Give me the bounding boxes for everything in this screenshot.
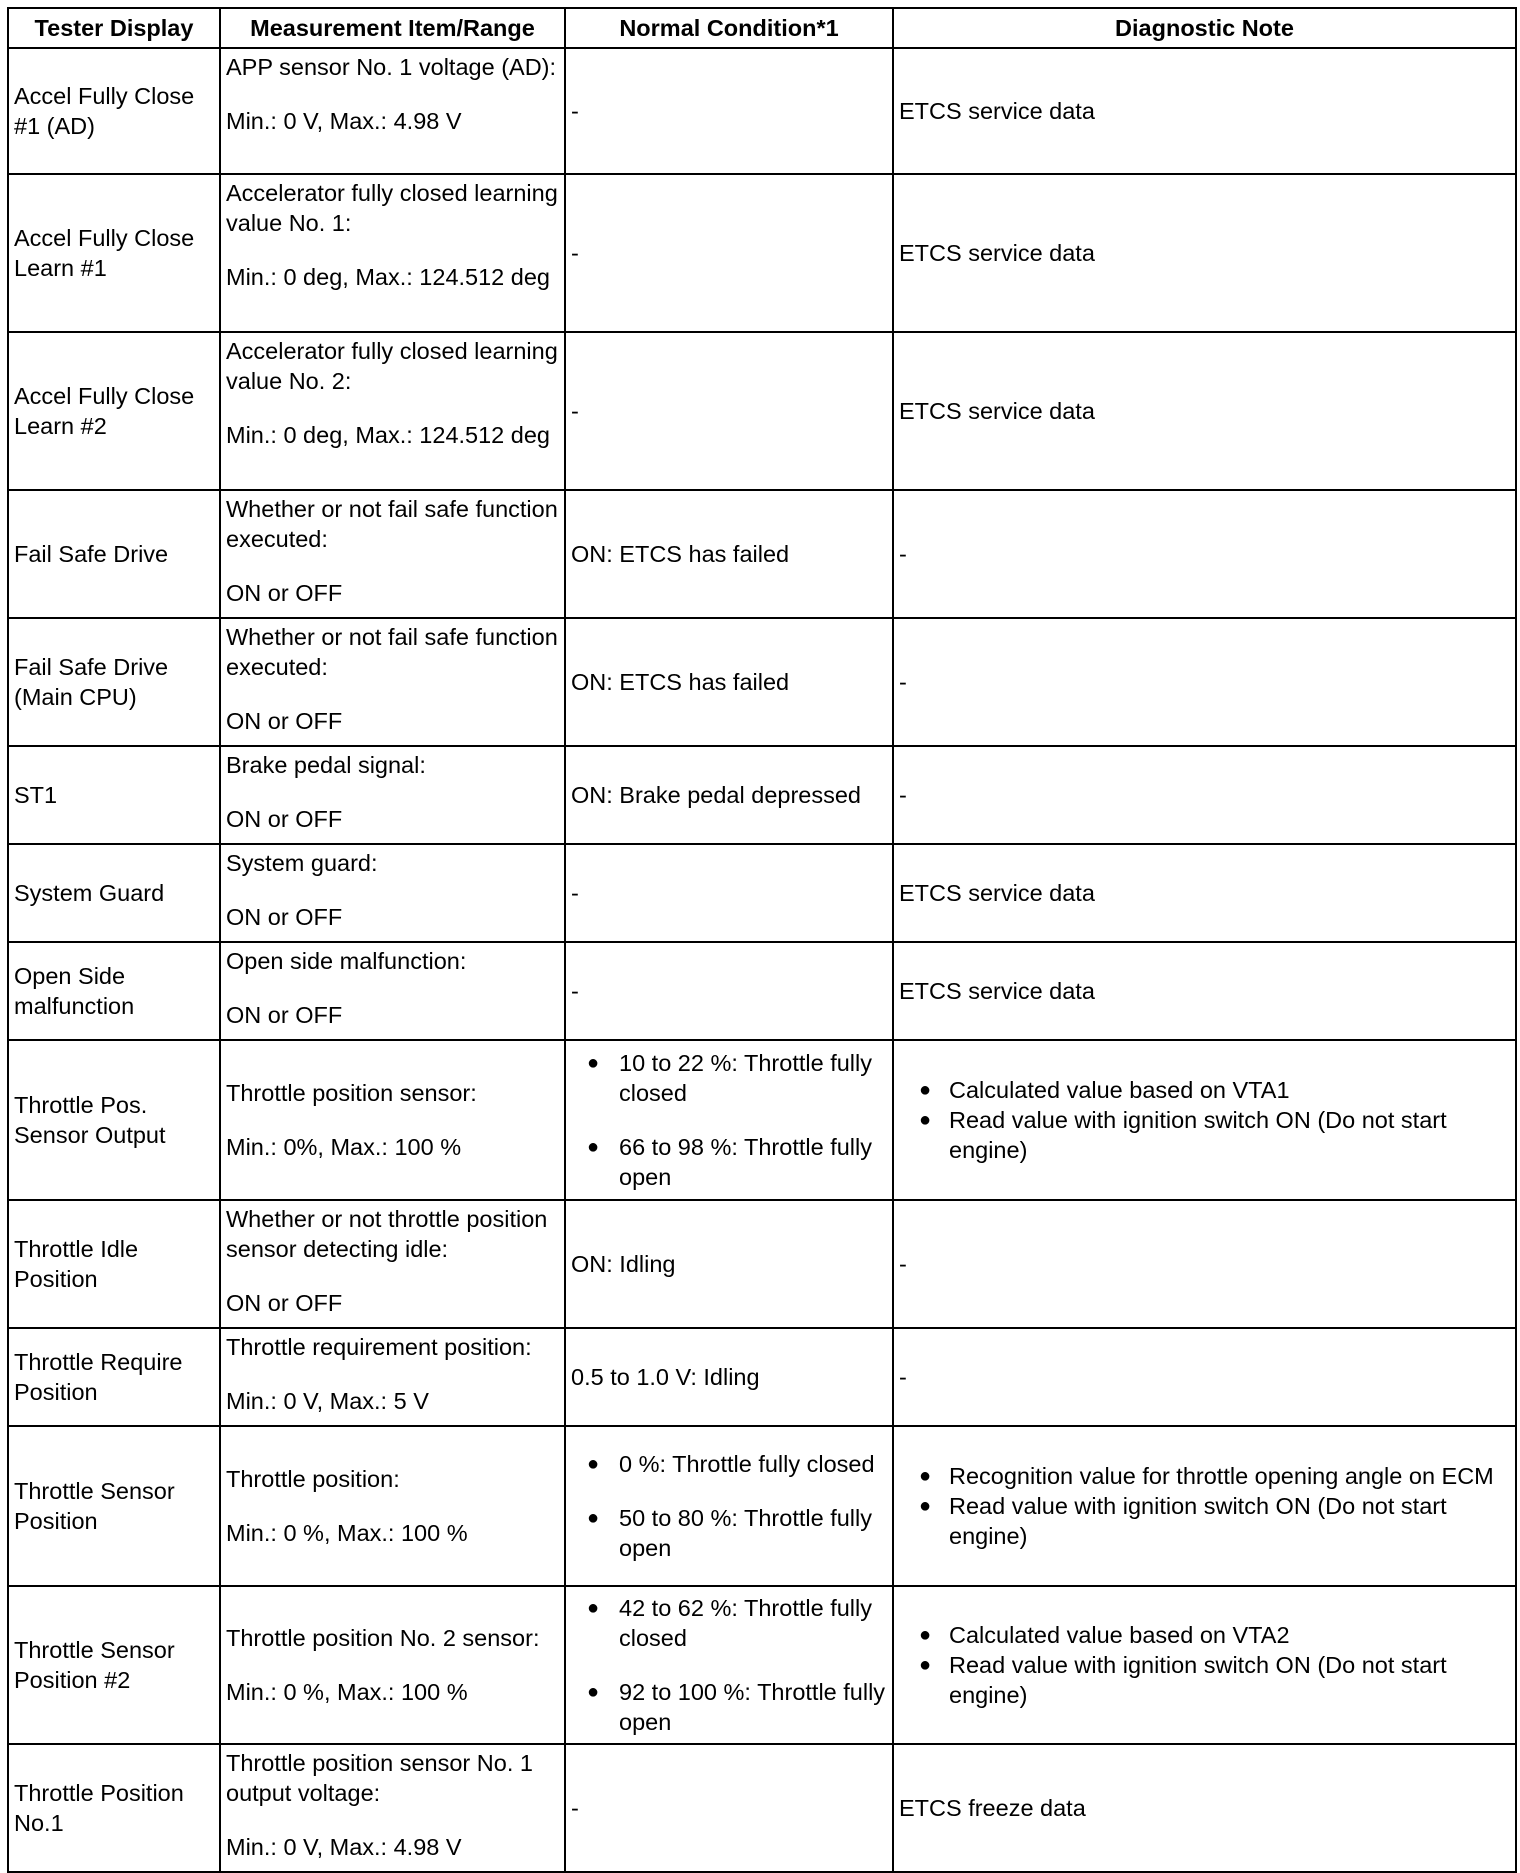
measurement-item: Whether or not fail safe function executed: xyxy=(226,496,558,552)
diagnostic-note-cell xyxy=(893,1586,1516,1744)
list-item: ● Calculated value based on VTA2 xyxy=(899,1620,1510,1650)
measurement-item: Accelerator fully closed learning value No. 2: xyxy=(226,338,558,394)
measurement-item: Throttle requirement position: xyxy=(226,1334,532,1360)
diagnostic-note-list xyxy=(899,1620,1510,1710)
tester-display-cell: Accel Fully Close Learn #2 xyxy=(8,332,220,490)
measurement-range: ON or OFF xyxy=(226,580,343,606)
table-row xyxy=(8,1586,1516,1744)
measurement-item: Throttle position No. 2 sensor: xyxy=(226,1625,540,1651)
diagnostic-note-cell: - xyxy=(893,490,1516,618)
header-normal-condition: Normal Condition*1 xyxy=(565,8,893,48)
table-row xyxy=(8,618,1516,746)
measurement-range: Min.: 0 deg, Max.: 124.512 deg xyxy=(226,264,550,290)
table-row xyxy=(8,1744,1516,1872)
normal-condition-cell: - xyxy=(565,844,893,942)
measurement-range: Min.: 0 V, Max.: 5 V xyxy=(226,1388,429,1414)
measurement-cell xyxy=(220,490,565,618)
table-row xyxy=(8,1328,1516,1426)
measurement-item: System guard: xyxy=(226,850,378,876)
table-row xyxy=(8,332,1516,490)
list-item: ● Read value with ignition switch ON (Do not start engine) xyxy=(899,1105,1510,1165)
list-item: ● Read value with ignition switch ON (Do not start engine) xyxy=(899,1491,1510,1551)
normal-condition-cell: ON: ETCS has failed xyxy=(565,490,893,618)
list-item: ● Calculated value based on VTA1 xyxy=(899,1075,1510,1105)
tester-display-cell: Throttle Sensor Position #2 xyxy=(8,1586,220,1744)
measurement-item: APP sensor No. 1 voltage (AD): xyxy=(226,54,557,80)
header-tester-display: Tester Display xyxy=(8,8,220,48)
tester-display-cell: Throttle Sensor Position xyxy=(8,1426,220,1586)
diagnostic-note-list xyxy=(899,1461,1510,1551)
measurement-range: Min.: 0 %, Max.: 100 % xyxy=(226,1520,468,1546)
diagnostic-note-cell: ETCS service data xyxy=(893,942,1516,1040)
tester-display-cell: Accel Fully Close Learn #1 xyxy=(8,174,220,332)
measurement-cell xyxy=(220,746,565,844)
header-measurement-item: Measurement Item/Range xyxy=(220,8,565,48)
measurement-item: Throttle position: xyxy=(226,1466,400,1492)
table-row xyxy=(8,48,1516,174)
table-row xyxy=(8,1040,1516,1200)
tester-display-cell: Fail Safe Drive xyxy=(8,490,220,618)
measurement-cell xyxy=(220,942,565,1040)
normal-condition-cell xyxy=(565,1426,893,1586)
normal-condition-cell: - xyxy=(565,48,893,174)
measurement-range: ON or OFF xyxy=(226,904,343,930)
measurement-item: Throttle position sensor No. 1 output voltage: xyxy=(226,1750,533,1806)
normal-condition-cell: ON: Brake pedal depressed xyxy=(565,746,893,844)
measurement-cell xyxy=(220,1200,565,1328)
measurement-range: ON or OFF xyxy=(226,806,343,832)
normal-condition-cell: - xyxy=(565,174,893,332)
list-item: ● 92 to 100 %: Throttle fully open xyxy=(571,1677,887,1737)
normal-condition-list xyxy=(571,1593,887,1737)
measurement-range: Min.: 0 deg, Max.: 124.512 deg xyxy=(226,422,550,448)
list-item: ● Recognition value for throttle opening angle on ECM xyxy=(899,1461,1510,1491)
measurement-item: Open side malfunction: xyxy=(226,948,467,974)
table-row xyxy=(8,1426,1516,1586)
normal-condition-cell: - xyxy=(565,332,893,490)
measurement-range: Min.: 0 %, Max.: 100 % xyxy=(226,1679,468,1705)
table-row xyxy=(8,844,1516,942)
normal-condition-cell: - xyxy=(565,942,893,1040)
table-row xyxy=(8,174,1516,332)
diagnostic-note-cell: - xyxy=(893,1328,1516,1426)
diagnostic-note-cell: - xyxy=(893,746,1516,844)
diagnostic-note-cell: ETCS freeze data xyxy=(893,1744,1516,1872)
data-list-table xyxy=(7,7,1517,1873)
normal-condition-list xyxy=(571,1449,887,1563)
diagnostic-note-cell xyxy=(893,1426,1516,1586)
diagnostic-note-cell: - xyxy=(893,618,1516,746)
measurement-cell xyxy=(220,1586,565,1744)
measurement-item: Accelerator fully closed learning value No. 1: xyxy=(226,180,558,236)
diagnostic-note-cell: - xyxy=(893,1200,1516,1328)
measurement-cell xyxy=(220,1328,565,1426)
header-diagnostic-note: Diagnostic Note xyxy=(893,8,1516,48)
diagnostic-note-cell: ETCS service data xyxy=(893,48,1516,174)
header-row xyxy=(8,8,1516,48)
tester-display-cell: Accel Fully Close #1 (AD) xyxy=(8,48,220,174)
diagnostic-note-cell: ETCS service data xyxy=(893,844,1516,942)
list-item: ● 42 to 62 %: Throttle fully closed xyxy=(571,1593,887,1653)
list-item: ● Read value with ignition switch ON (Do not start engine) xyxy=(899,1650,1510,1710)
measurement-item: Brake pedal signal: xyxy=(226,752,426,778)
tester-display-cell: System Guard xyxy=(8,844,220,942)
tester-display-cell: Throttle Position No.1 xyxy=(8,1744,220,1872)
measurement-cell xyxy=(220,618,565,746)
measurement-item: Whether or not fail safe function executed: xyxy=(226,624,558,680)
measurement-cell xyxy=(220,48,565,174)
measurement-range: Min.: 0 V, Max.: 4.98 V xyxy=(226,108,462,134)
measurement-range: ON or OFF xyxy=(226,708,343,734)
list-item: ● 50 to 80 %: Throttle fully open xyxy=(571,1503,887,1563)
measurement-cell xyxy=(220,1426,565,1586)
normal-condition-cell xyxy=(565,1586,893,1744)
measurement-cell xyxy=(220,332,565,490)
normal-condition-cell: ON: Idling xyxy=(565,1200,893,1328)
tester-display-cell: ST1 xyxy=(8,746,220,844)
tester-display-cell: Open Side malfunction xyxy=(8,942,220,1040)
table-row xyxy=(8,490,1516,618)
table-row xyxy=(8,746,1516,844)
measurement-range: ON or OFF xyxy=(226,1002,343,1028)
measurement-cell xyxy=(220,1040,565,1200)
list-item: ● 66 to 98 %: Throttle fully open xyxy=(571,1132,887,1192)
diagnostic-note-list xyxy=(899,1075,1510,1165)
diagnostic-note-cell: ETCS service data xyxy=(893,332,1516,490)
tester-display-cell: Throttle Pos. Sensor Output xyxy=(8,1040,220,1200)
measurement-range: ON or OFF xyxy=(226,1290,343,1316)
normal-condition-cell: 0.5 to 1.0 V: Idling xyxy=(565,1328,893,1426)
list-item: ● 0 %: Throttle fully closed xyxy=(571,1449,887,1479)
tester-display-cell: Throttle Require Position xyxy=(8,1328,220,1426)
diagnostic-note-cell: ETCS service data xyxy=(893,174,1516,332)
measurement-item: Throttle position sensor: xyxy=(226,1080,477,1106)
measurement-range: Min.: 0 V, Max.: 4.98 V xyxy=(226,1834,462,1860)
table-row xyxy=(8,942,1516,1040)
measurement-item: Whether or not throttle position sensor detecting idle: xyxy=(226,1206,548,1262)
normal-condition-cell: ON: ETCS has failed xyxy=(565,618,893,746)
normal-condition-list xyxy=(571,1048,887,1192)
tester-display-cell: Throttle Idle Position xyxy=(8,1200,220,1328)
diagnostic-note-cell xyxy=(893,1040,1516,1200)
list-item: ● 10 to 22 %: Throttle fully closed xyxy=(571,1048,887,1108)
measurement-range: Min.: 0%, Max.: 100 % xyxy=(226,1134,462,1160)
measurement-cell xyxy=(220,1744,565,1872)
measurement-cell xyxy=(220,174,565,332)
table-row xyxy=(8,1200,1516,1328)
normal-condition-cell: - xyxy=(565,1744,893,1872)
tester-display-cell: Fail Safe Drive (Main CPU) xyxy=(8,618,220,746)
measurement-cell xyxy=(220,844,565,942)
normal-condition-cell xyxy=(565,1040,893,1200)
